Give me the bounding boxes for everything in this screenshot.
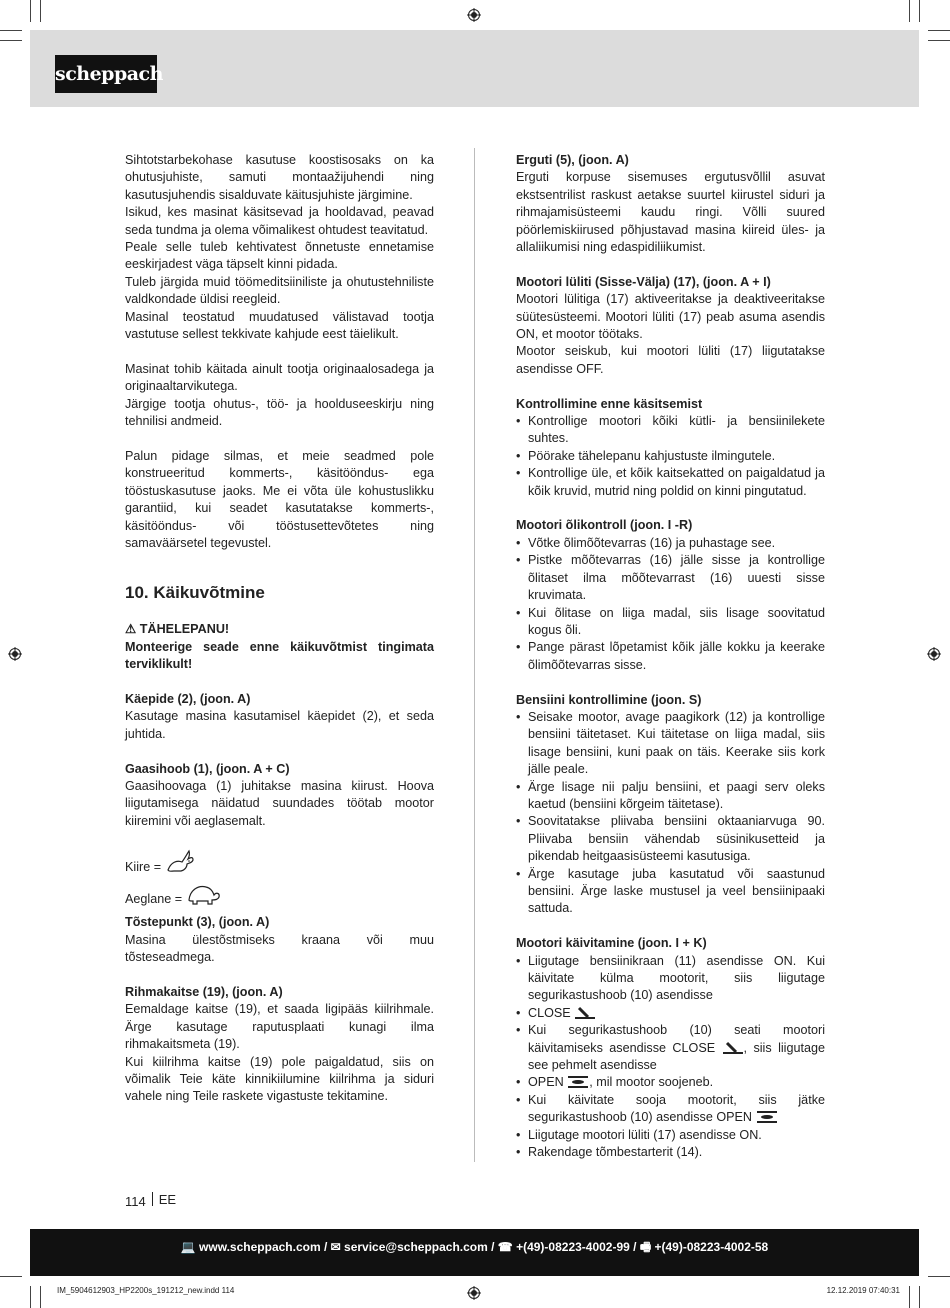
list-text: , siis liigutage see pehmelt asendisse — [528, 1040, 825, 1073]
choke-closed-icon — [722, 1041, 744, 1055]
paragraph: Kasutage masina kasutamisel käepidet (2), et seda juhtida. — [125, 709, 434, 741]
list-item: • Ärge kasutage juba kasutatud või saastunud bensiini. Ärge laske mustusel ja veel bensiinipaaki sattuda. — [516, 866, 825, 918]
choke-closed-icon — [574, 1006, 596, 1020]
crop-mark — [919, 0, 920, 22]
paragraph: Masina ülestõstmiseks kraana või muu tõsteseadmega. — [125, 932, 434, 965]
subheading: Mootori käivitamine (joon. I + K) — [516, 936, 707, 951]
list-text: Kui segurikastushoob (10) seati mootori käivitamiseks asendisse CLOSE — [528, 1023, 825, 1055]
page-header — [30, 30, 919, 107]
page-number — [125, 1192, 176, 1209]
subheading: Bensiini kontrollimine (joon. S) — [516, 692, 702, 707]
crop-mark — [0, 30, 22, 31]
crop-mark — [928, 1276, 950, 1277]
page-number-separator — [152, 1192, 153, 1206]
list-item: • Seisake mootor, avage paagikork (12) ja kontrollige bensiini täitetaset. Kui täitetase on liiga madal, siis lisage bensiini, kuni paak on täis. Keerake siis kork jälle peale. — [516, 709, 825, 779]
oil-list — [516, 535, 825, 674]
right-column — [516, 152, 825, 1161]
paragraph: Sihtotstarbekohase kasutuse koostisosaks on ka ohutusjuhiste, samuti montaažijuhendi ning kasutusjuhendis sisalduvate käitusjuhiste järgimine. — [125, 153, 434, 202]
crop-mark — [40, 0, 41, 22]
warning-text: Monteerige seade enne käikuvõtmist tingimata terviklikult! — [125, 639, 434, 672]
list-item — [516, 1092, 825, 1127]
speed-slow-row — [125, 882, 434, 908]
list-item: • Kontrollige mootori kõiki kütli- ja bensiinilekete suhtes. — [516, 413, 825, 448]
subheading: Erguti (5), (joon. A) — [516, 153, 629, 167]
section-heading — [125, 582, 434, 604]
subheading: Kontrollimine enne käsitsemist — [516, 396, 703, 411]
crop-mark — [909, 1286, 910, 1308]
list-item: • Kui õlitase on liiga madal, siis lisage soovitatud kogus õli. — [516, 605, 825, 640]
speed-fast-row — [125, 848, 434, 876]
page-number-value: 114 — [125, 1194, 146, 1209]
subheading: Tõstepunkt (3), (joon. A) — [125, 915, 270, 930]
subheading: Gaasihoob (1), (joon. A + C) — [125, 761, 290, 776]
registration-mark-icon — [467, 8, 481, 22]
list-item: • Võtke õlimõõtevarras (16) ja puhastage see. — [516, 535, 825, 552]
footer-bar — [30, 1229, 919, 1276]
start-list — [516, 953, 825, 1162]
list-item: • Soovitatakse pliivaba bensiini oktaaniarvuga 90. Pliivaba bensiin vähendab süsinikusetteid ja pikendab heitgaasisüsteemi kasutusiga. — [516, 813, 825, 865]
speed-slow-label: Aeglane = — [125, 891, 183, 906]
paragraph: Kui kiilrihma kaitse (19) pole paigaldatud, siis on võimalik Teie käte kinnikiilumine kiilrihma ja siduri vahele ning Teile raskete vigastuste tekitamine. — [125, 1054, 434, 1104]
fuel-list — [516, 709, 825, 918]
crop-mark — [40, 1286, 41, 1308]
paragraph: Masinat tohib käitada ainult tootja originaalosadega ja originaaltarvikutega. — [125, 361, 434, 394]
rabbit-icon — [165, 848, 195, 874]
paragraph: Mootori lülitiga (17) aktiveeritakse ja deaktiveeritakse süütesüsteemi. Mootori lüliti (17) peab asuma asendis ON, et mootor töötaks. — [516, 292, 825, 342]
list-item: • Ärge lisage nii palju bensiini, et paagi serv oleks kaetud (bensiini kõrgeim täitetase). — [516, 779, 825, 814]
crop-mark — [919, 1286, 920, 1308]
check-list — [516, 413, 825, 500]
open-label: OPEN — [528, 1075, 564, 1090]
subheading: Mootori õlikontroll (joon. I -R) — [516, 518, 693, 533]
page-language: EE — [158, 1192, 177, 1207]
section-number: 10. — [125, 583, 149, 603]
column-divider — [474, 148, 475, 1162]
paragraph: Palun pidage silmas, et meie seadmed pole konstrueeritud kommerts-, käsitööndus- ega tööstuskasutuse jaoks. Me ei võta üle kohustuslikku garantiid, kui seadet kasutatakse kommerts-, käsitööndus- või tööstusettevõtetes ning samaväärsetel tegevustel. — [125, 448, 434, 550]
paragraph: Eemaldage kaitse (19), et saada ligipääs kiilrihmale. Ärge kasutage raputusplaati kunagi ilma rihmakaitsmeta (19). — [125, 1002, 434, 1052]
list-item — [516, 1022, 825, 1074]
paragraph: Tuleb järgida muid töömeditsiiniliste ja ohutustehniliste valdkondade üldisi reegleid. — [125, 274, 434, 307]
subheading: Käepide (2), (joon. A) — [125, 691, 251, 706]
subheading: Mootori lüliti (Sisse-Välja) (17), (joon. A + I) — [516, 274, 771, 289]
paragraph: Peale selle tuleb kehtivatest õnnetuste ennetamise eeskirjadest väga täpselt kinni pidada. — [125, 240, 434, 272]
crop-mark — [30, 1286, 31, 1308]
paragraph: Järgige tootja ohutus-, töö- ja hoolduseeskirju ning tehnilisi andmeid. — [125, 396, 434, 429]
registration-mark-icon — [927, 647, 941, 661]
list-item — [516, 1074, 825, 1091]
paragraph: Masinal teostatud muudatused välistavad tootja vastutuse sellest tekkivate kahjude eest täielikult. — [125, 309, 434, 342]
registration-mark-icon — [467, 1286, 481, 1300]
list-item: • Liigutage bensiinikraan (11) asendisse ON. Kui käivitate külma mootorit, siis liigutage segurikastushoob (10) asendisse — [516, 953, 825, 1005]
crop-mark — [928, 40, 950, 41]
list-item: • Pöörake tähelepanu kahjustuste ilmingutele. — [516, 448, 825, 465]
warning-title: ⚠ TÄHELEPANU! — [125, 622, 230, 637]
list-text: , mil mootor soojeneb. — [589, 1075, 714, 1090]
paragraph: Gaasihoovaga (1) juhitakse masina kiirust. Hoova liigutamisega näidatud suundades töötab mootor kiiremini või aeglasemalt. — [125, 778, 434, 828]
paragraph: Mootor seiskub, kui mootori lüliti (17) liigutatakse asendisse OFF. — [516, 344, 825, 376]
section-title: Käikuvõtmine — [153, 583, 265, 603]
choke-open-icon — [567, 1075, 589, 1089]
list-item: • Pange pärast lõpetamist kõik jälle kokku ja keerake õlimõõtevarras sisse. — [516, 639, 825, 674]
crop-mark — [0, 40, 22, 41]
close-label: CLOSE — [528, 1005, 571, 1020]
left-column — [125, 152, 434, 1106]
paragraph: Isikud, kes masinat käsitsevad ja hooldavad, peavad seda tundma ja olema võimalikest ohtudest teavitatud. — [125, 205, 434, 237]
scheppach-logo: scheppach — [55, 55, 157, 93]
speed-fast-label: Kiire = — [125, 859, 162, 874]
crop-mark — [30, 0, 31, 22]
footer-contact: 💻 www.scheppach.com / ✉ service@scheppach.com / ☎ +(49)-08223-4002-99 / 🖷 +(49)-08223-4002-58 — [180, 1240, 769, 1254]
crop-mark — [909, 0, 910, 22]
crop-mark — [0, 1276, 22, 1277]
print-file-info: IM_5904612903_HP2200s_191212_new.indd 114 — [57, 1286, 235, 1295]
crop-mark — [928, 30, 950, 31]
list-item: • Kontrollige üle, et kõik kaitsekatted on paigaldatud ja kõik kruvid, mutrid ning poldid on kinni pingutatud. — [516, 465, 825, 500]
turtle-icon — [186, 882, 222, 906]
list-item — [516, 1005, 825, 1022]
choke-open-icon — [756, 1110, 778, 1124]
paragraph: Erguti korpuse sisemuses ergutusvõllil asuvat ekstsentrilist raskust aetakse suurtel kiirustel siduri ja rihmajamisüsteemi kaudu ringi. Võlli suured pöörlemiskiirused põhjustavad masina kiireid üles- ja allaliikumisi ning edaspidiliikumist. — [516, 170, 825, 255]
list-item: • Pistke mõõtevarras (16) jälle sisse ja kontrollige õlitaset ilma mõõtevarrast (16) uuesti sisse kruvimata. — [516, 552, 825, 604]
subheading: Rihmakaitse (19), (joon. A) — [125, 984, 283, 999]
print-date: 12.12.2019 07:40:31 — [826, 1286, 900, 1295]
list-text: Kui käivitate sooja mootorit, siis jätke segurikastushoob (10) asendisse OPEN — [528, 1092, 825, 1125]
list-item: • Liigutage mootori lüliti (17) asendisse ON. — [516, 1127, 825, 1144]
list-item: • Rakendage tõmbestarterit (14). — [516, 1144, 825, 1161]
registration-mark-icon — [8, 647, 22, 661]
